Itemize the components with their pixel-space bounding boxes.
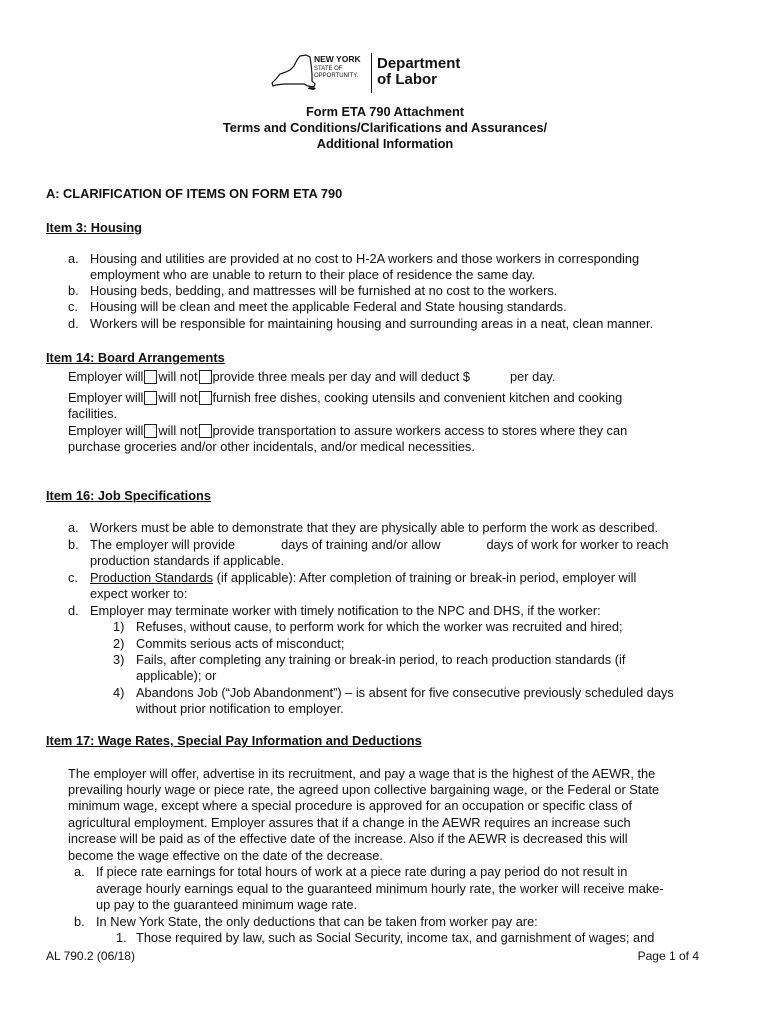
job-spec-a: Workers must be able to demonstrate that they are physically able to perform the work as described. bbox=[90, 520, 659, 535]
paragraph-line: minimum wage, except where a special procedure is approved for an occupation or specific class of bbox=[68, 798, 633, 813]
training-text: The employer will provide bbox=[90, 537, 236, 552]
list-marker: b. bbox=[68, 283, 79, 298]
job-spec-d: Employer may terminate worker with timely notification to the NPC and DHS, if the worker: bbox=[90, 603, 601, 618]
will-not-label: will not bbox=[158, 390, 198, 405]
list-marker: 3) bbox=[113, 652, 125, 667]
list-item: Refuses, without cause, to perform work for which the worker was recruited and hired; bbox=[136, 619, 623, 634]
dishes-text: furnish free dishes, cooking utensils and convenient kitchen and cooking bbox=[212, 390, 623, 405]
item3-heading: Item 3: Housing bbox=[46, 220, 142, 235]
will-checkbox[interactable] bbox=[144, 424, 157, 438]
list-marker: d. bbox=[68, 316, 79, 331]
logo-divider bbox=[371, 53, 372, 93]
list-item: Abandons Job (“Job Abandonment”) – is absent for five consecutive previously scheduled days bbox=[136, 685, 674, 700]
list-item: Housing and utilities are provided at no cost to H-2A workers and those workers in corresponding bbox=[90, 251, 640, 266]
list-marker: a. bbox=[68, 251, 79, 266]
list-marker: a. bbox=[68, 520, 79, 535]
production-standards-text: (if applicable): After completion of training or break-in period, employer will bbox=[213, 570, 637, 585]
transport-text: provide transportation to assure workers access to stores where they can bbox=[212, 423, 628, 438]
form-number: AL 790.2 (06/18) bbox=[46, 949, 135, 963]
employer-will-label: Employer will bbox=[68, 423, 144, 438]
list-marker: b. bbox=[74, 914, 85, 929]
board-row-meals bbox=[68, 369, 555, 386]
list-item-cont: employment who are unable to return to their place of residence the same day. bbox=[90, 267, 536, 282]
meals-text: provide three meals per day and will deduct $ bbox=[212, 369, 471, 384]
logo-department: Department bbox=[377, 55, 461, 72]
list-marker: 2) bbox=[113, 636, 125, 651]
logo-dept-name bbox=[377, 56, 460, 88]
will-checkbox[interactable] bbox=[144, 391, 157, 405]
list-marker: 1. bbox=[116, 930, 127, 945]
will-not-checkbox[interactable] bbox=[199, 424, 212, 438]
job-spec-c-cont: expect worker to: bbox=[90, 586, 188, 601]
item14-heading: Item 14: Board Arrangements bbox=[46, 350, 225, 365]
list-item-cont: applicable); or bbox=[136, 668, 217, 683]
form-subtitle-2: Additional Information bbox=[316, 136, 454, 151]
list-item: Commits serious acts of misconduct; bbox=[136, 636, 345, 651]
list-item-cont: without prior notification to employer. bbox=[136, 701, 344, 716]
allow-text: days of training and/or allow bbox=[281, 537, 441, 552]
list-item: Workers will be responsible for maintaining housing and surrounding areas in a neat, clean manner. bbox=[90, 316, 654, 331]
paragraph-line: up pay to the guaranteed minimum wage rate. bbox=[96, 897, 358, 912]
board-row-transport bbox=[68, 423, 627, 440]
per-day-text: per day. bbox=[510, 369, 556, 384]
will-not-label: will not bbox=[158, 423, 198, 438]
list-marker: c. bbox=[68, 299, 78, 314]
dishes-text-cont: facilities. bbox=[68, 406, 118, 421]
logo-state-of: STATE OF bbox=[314, 66, 343, 72]
job-spec-b bbox=[90, 537, 669, 554]
list-marker: 4) bbox=[113, 685, 125, 700]
employer-will-label: Employer will bbox=[68, 369, 144, 384]
list-marker: a. bbox=[74, 864, 85, 879]
will-not-checkbox[interactable] bbox=[199, 370, 212, 384]
page-number: Page 1 of 4 bbox=[637, 949, 699, 963]
list-marker: 1) bbox=[113, 619, 125, 634]
paragraph-line: If piece rate earnings for total hours of work at a piece rate during a pay period do not result in bbox=[96, 864, 628, 879]
form-subtitle: Terms and Conditions/Clarifications and Assurances/ bbox=[222, 120, 548, 135]
paragraph-line: become the wage effective on the date of the decrease. bbox=[68, 848, 383, 863]
nys-dol-logo bbox=[270, 50, 480, 100]
list-marker: d. bbox=[68, 603, 79, 618]
job-spec-b-cont: production standards if applicable. bbox=[90, 553, 285, 568]
logo-new-york: NEW YORK bbox=[314, 54, 361, 64]
new-york-state-map-icon bbox=[270, 54, 316, 94]
reach-text: days of work for worker to reach bbox=[486, 537, 669, 552]
logo-opportunity: OPPORTUNITY. bbox=[314, 72, 359, 79]
will-not-label: will not bbox=[158, 369, 198, 384]
paragraph-line: In New York State, the only deductions that can be taken from worker pay are: bbox=[96, 914, 538, 929]
paragraph-line: prevailing hourly wage or piece rate, the agreed upon collective bargaining wage, or the Federal or State bbox=[68, 782, 660, 797]
item16-heading: Item 16: Job Specifications bbox=[46, 488, 211, 503]
will-checkbox[interactable] bbox=[144, 370, 157, 384]
list-item: Fails, after completing any training or break-in period, to reach production standards (if bbox=[136, 652, 626, 667]
paragraph-line: The employer will offer, advertise in its recruitment, and pay a wage that is the highest of the AEWR, the bbox=[68, 766, 656, 781]
logo-of-labor: of Labor bbox=[377, 71, 437, 88]
employer-will-label: Employer will bbox=[68, 390, 144, 405]
production-standards-link[interactable]: Production Standards bbox=[90, 570, 214, 585]
list-item: Housing beds, bedding, and mattresses will be furnished at no cost to the workers. bbox=[90, 283, 558, 298]
transport-text-cont: purchase groceries and/or other incidentals, and/or medical necessities. bbox=[68, 439, 475, 454]
job-spec-c bbox=[90, 570, 636, 587]
paragraph-line: Those required by law, such as Social Security, income tax, and garnishment of wages; and bbox=[136, 930, 655, 945]
paragraph-line: increase will be paid as of the effective date of the increase. Also if the AEWR is decreased this will bbox=[68, 831, 628, 846]
list-marker: b. bbox=[68, 537, 79, 552]
list-item: Housing will be clean and meet the applicable Federal and State housing standards. bbox=[90, 299, 567, 314]
paragraph-line: agricultural employment. Employer assures that if a change in the AEWR requires an increase such bbox=[68, 815, 631, 830]
logo-tagline bbox=[314, 65, 358, 79]
form-title: Form ETA 790 Attachment bbox=[305, 104, 465, 119]
section-a-heading: A: CLARIFICATION OF ITEMS ON FORM ETA 790 bbox=[46, 186, 343, 201]
list-marker: c. bbox=[68, 570, 78, 585]
board-row-dishes bbox=[68, 390, 622, 407]
paragraph-line: average hourly earnings equal to the guaranteed minimum hourly rate, the worker will receive make- bbox=[96, 881, 664, 896]
item17-heading: Item 17: Wage Rates, Special Pay Information and Deductions bbox=[46, 733, 422, 748]
will-not-checkbox[interactable] bbox=[199, 391, 212, 405]
